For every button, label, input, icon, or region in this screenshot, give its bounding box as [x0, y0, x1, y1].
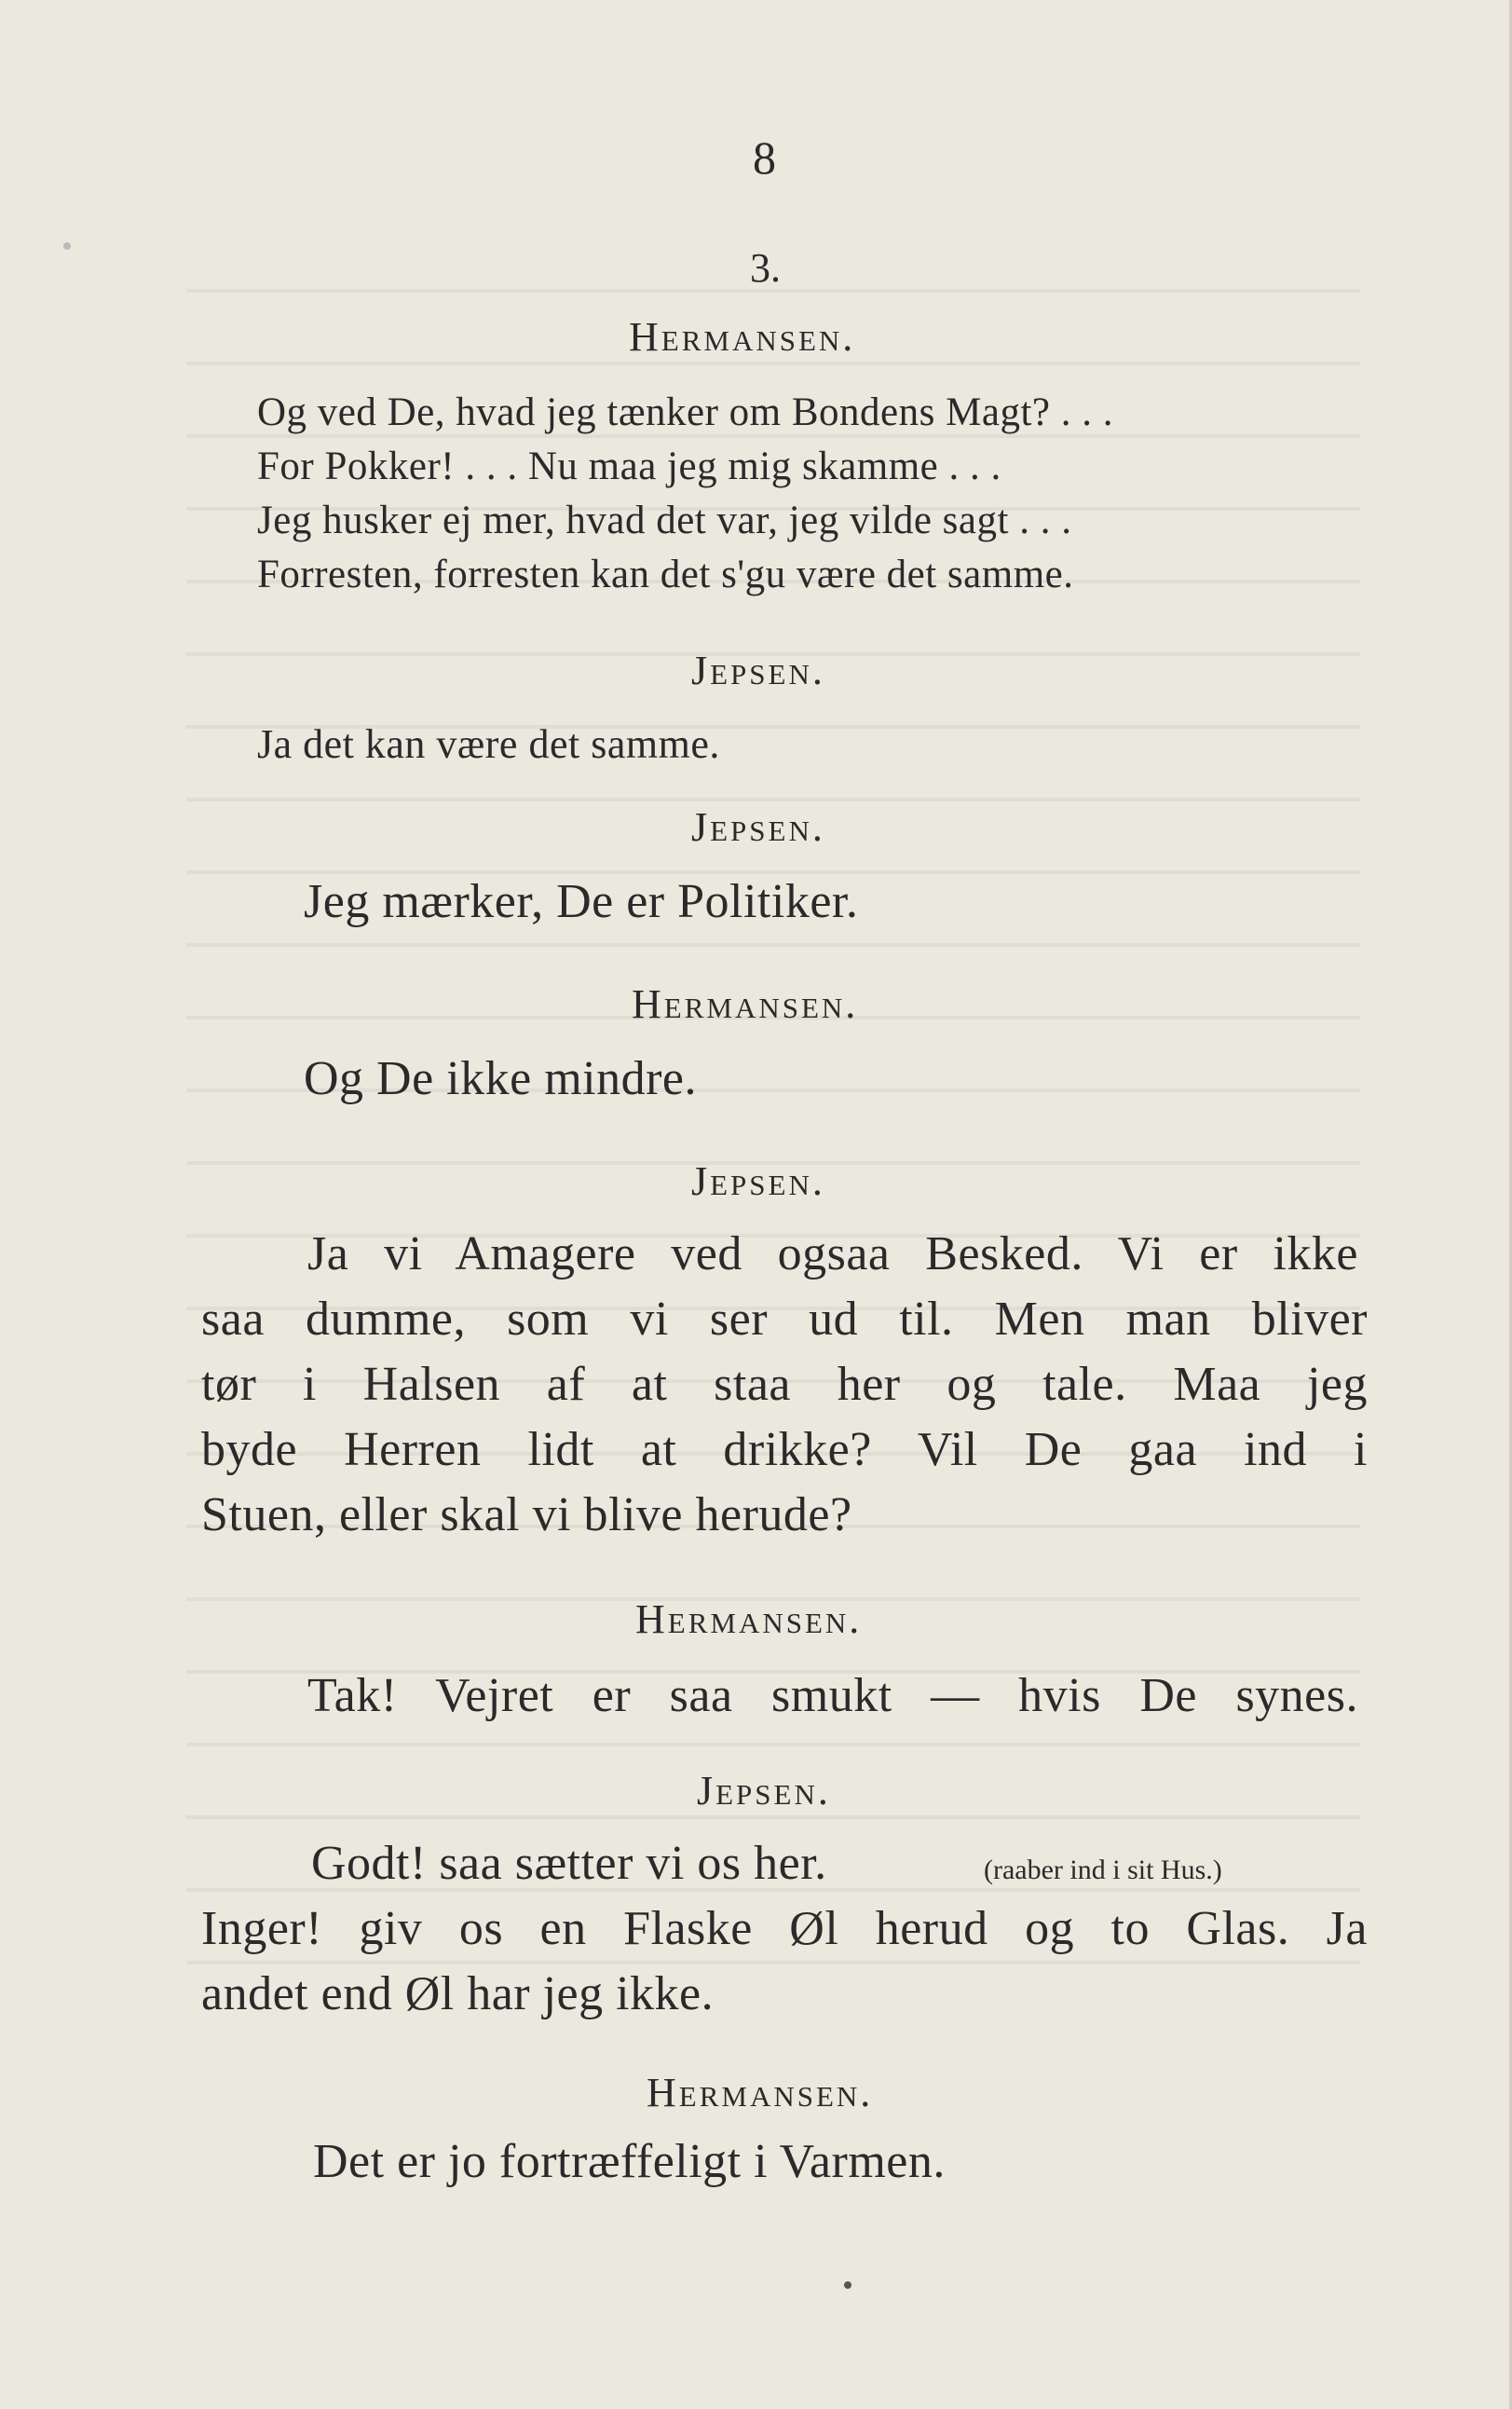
verse-line: Forresten, forresten kan det s'gu være det samme.: [257, 553, 1074, 596]
prose-line: byde Herren lidt at drikke? Vil De gaa ind i: [201, 1423, 1368, 1476]
prose-line: Inger! giv os en Flaske Øl herud og to Glas. Ja: [201, 1902, 1368, 1955]
scene-number: 3.: [750, 245, 781, 291]
prose-line: Godt! saa sætter vi os her.: [311, 1837, 827, 1890]
speaker-name: Jepsen.: [697, 1768, 831, 1814]
prose-line: Det er jo fortræffeligt i Varmen.: [313, 2135, 946, 2188]
prose-line: Stuen, eller skal vi blive herude?: [201, 1488, 852, 1541]
stage-direction: (raaber ind i sit Hus.): [984, 1855, 1222, 1885]
speaker-name: Hermansen.: [632, 981, 859, 1027]
ink-speck: [63, 242, 71, 250]
speaker-name: Jepsen.: [691, 804, 825, 850]
page-number: 8: [753, 131, 776, 184]
verse-line: Og ved De, hvad jeg tænker om Bondens Magt? . . .: [257, 390, 1113, 434]
prose-line: saa dumme, som vi ser ud til. Men man bliver: [201, 1293, 1368, 1346]
prose-line: Ja vi Amagere ved ogsaa Besked. Vi er ikke: [307, 1227, 1358, 1280]
verse-line: Og De ikke mindre.: [304, 1052, 698, 1105]
speaker-name: Jepsen.: [691, 648, 825, 693]
verse-line: Jeg mærker, De er Politiker.: [304, 875, 859, 928]
verse-line: Ja det kan være det samme.: [257, 721, 720, 767]
speaker-name: Hermansen.: [647, 2070, 874, 2115]
prose-line: andet end Øl har jeg ikke.: [201, 1967, 715, 2020]
prose-line: Tak! Vejret er saa smukt — hvis De synes.: [307, 1669, 1358, 1722]
speaker-name: Hermansen.: [635, 1596, 863, 1642]
verse-line: For Pokker! . . . Nu maa jeg mig skamme . . .: [257, 445, 1001, 488]
verse-line: Jeg husker ej mer, hvad det var, jeg vilde sagt . . .: [257, 499, 1072, 542]
speaker-name: Jepsen.: [691, 1158, 825, 1204]
prose-line: tør i Halsen af at staa her og tale. Maa jeg: [201, 1358, 1368, 1411]
speaker-name: Hermansen.: [629, 314, 856, 360]
ink-speck: [844, 2281, 851, 2289]
